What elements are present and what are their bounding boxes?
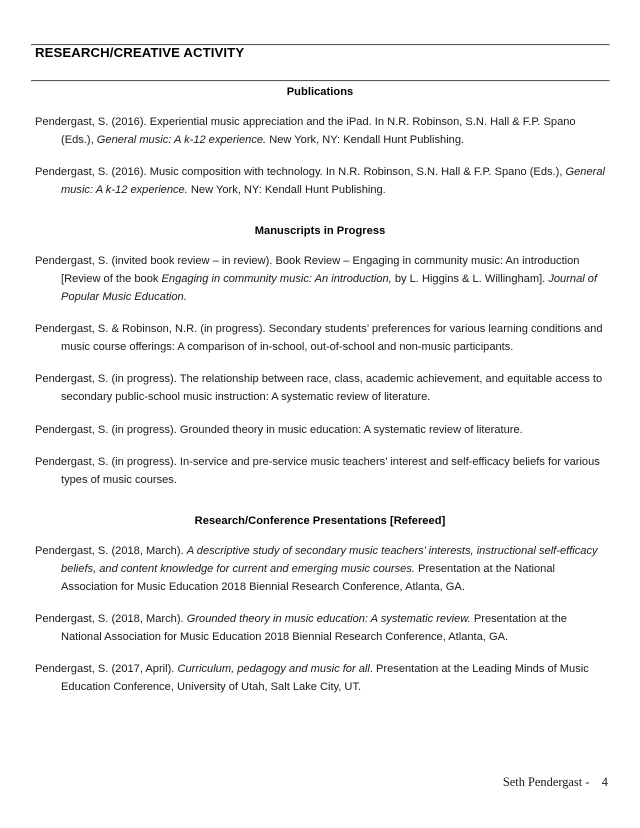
cv-content [35,86,605,711]
citation-text: Presentation at the National Association for Music Education 2018 Biennial Research Conference, Atlanta, GA. [61,562,555,593]
citation-title-italic: General music: A k-12 experience. [96,133,267,146]
citation-title-italic: Curriculum, pedagogy and music for all [177,663,370,676]
citation-text: New York, NY: Kendall Hunt Publishing. [187,183,386,196]
citation-text: by L. Higgins & L. Willingham]. [391,272,549,285]
citation-title-italic: Engaging in community music: An introduction, [161,272,392,285]
citation-entry [35,321,605,356]
citation-text: Pendergast, S. (2018, March). [35,613,187,626]
citation-text: Pendergast, S. (in progress). In-service and pre-service music teachers’ interest and self-efficacy beliefs for various types of music courses. [35,456,600,486]
section-subheading: Publications [286,86,354,98]
citation-entry [35,253,605,306]
citation-entry [35,422,605,440]
citation-title-italic: A descriptive study of secondary music teachers’ interests, instructional self-efficacy beliefs, and content knowledge for current and emerging music courses. [61,545,598,575]
section-subheading: Manuscripts in Progress [254,225,386,238]
citation-text: Pendergast, S. (in progress). Grounded theory in music education: A systematic review of literature. [35,423,523,436]
citation-entry [35,661,605,696]
citation-text: Pendergast, S. (invited book review – in review). Book Review – Engaging in community music: An introduction [Review of the book [35,255,580,285]
citation-text: Pendergast, S. (2016). Music composition with technology. In N.R. Robinson, S.N. Hall & F.P. Spano (Eds.), [35,166,566,179]
citation-entry [35,454,605,489]
citation-text: Pendergast, S. & Robinson, N.R. (in progress). Secondary students’ preferences for various learning conditions and music course offerings: A comparison of in-school, out-of-school and non-music participants. [35,323,603,353]
citation-title-italic: Journal of Popular Music Education. [61,272,598,303]
citation-text: Presentation at the National Association for Music Education 2018 Biennial Research Conference, Atlanta, GA. [61,613,567,643]
page-title: RESEARCH/CREATIVE ACTIVITY [35,45,245,60]
citation-entry [35,371,605,406]
citation-title-italic: General music: A k-12 experience. [61,166,605,196]
section-rule-bottom [31,80,610,82]
citation-entry [35,543,605,596]
citation-entry [35,114,605,149]
citation-text: . Presentation at the Leading Minds of Music Education Conference, University of Utah, Salt Lake City, UT. [61,663,589,693]
page-footer: Seth Pendergast - 4 [502,775,608,789]
citation-title-italic: Grounded theory in music education: A systematic review. [186,613,471,626]
citation-entry [35,164,605,199]
section-subheading: Research/Conference Presentations [Refereed] [194,515,446,528]
citation-text: Pendergast, S. (2017, April). [35,663,178,676]
citation-text: New York, NY: Kendall Hunt Publishing. [266,133,465,146]
citation-entry [35,611,605,646]
citation-text: Pendergast, S. (2018, March). [35,545,187,558]
citation-text: Pendergast, S. (in progress). The relationship between race, class, academic achievement, and equitable access to secondary public-school music instruction: A systematic review of literature. [35,373,603,403]
citation-text: Pendergast, S. (2016). Experiential music appreciation and the iPad. In N.R. Robinson, S.N. Hall & F.P. Spano (Eds.), [35,116,576,146]
